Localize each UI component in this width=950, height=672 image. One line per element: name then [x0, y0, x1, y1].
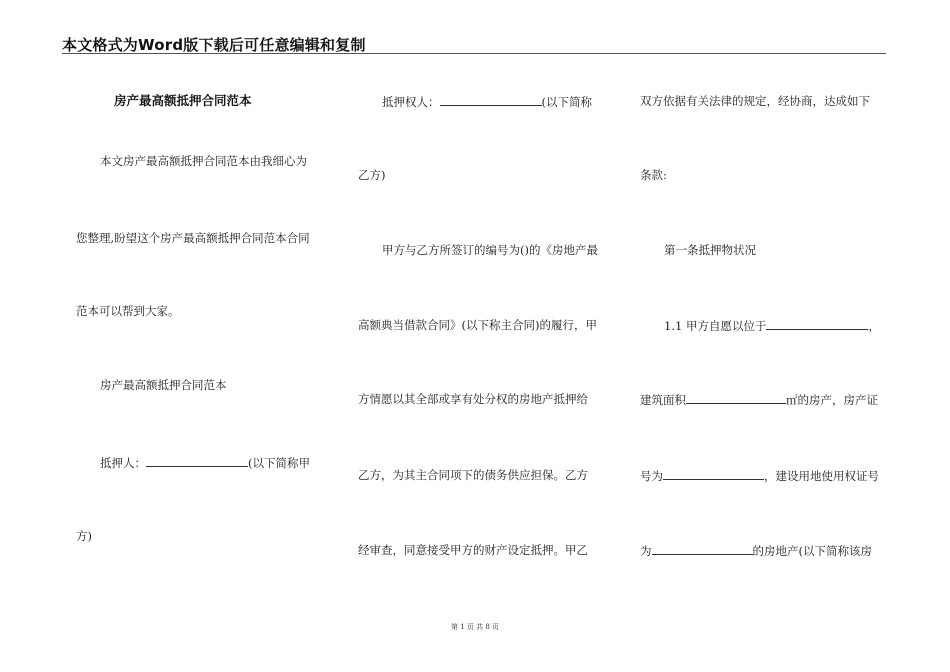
- mortgagor-blank: [146, 455, 248, 467]
- land-cert-blank: [652, 543, 753, 555]
- location-blank: [766, 318, 868, 330]
- paragraph-line: 房产最高额抵押合同范本: [100, 378, 227, 392]
- location-line: [664, 318, 880, 333]
- download-banner: 本文格式为Word版下载后可任意编辑和复制: [62, 36, 366, 54]
- location-label: 1.1 甲方自愿以位于: [664, 319, 767, 333]
- certificate-suffix: ，建设用地使用权证号: [764, 469, 879, 483]
- mortgagee-line: [382, 94, 592, 109]
- paragraph-line: 甲方与乙方所签订的编号为()的《房地产最: [382, 243, 598, 257]
- page-number: 第 1 页 共 8 页: [450, 623, 500, 631]
- text-column-1: [76, 0, 326, 672]
- paragraph-line: 范本可以帮到大家。: [76, 304, 180, 318]
- area-suffix: ㎡的房产，房产证: [786, 393, 878, 407]
- section-heading: 第一条抵押物状况: [664, 243, 756, 257]
- paragraph-line: 方情愿以其全部或享有处分权的房地产抵押给: [358, 392, 588, 406]
- location-suffix: ，: [868, 319, 880, 333]
- paragraph-line: 高额典当借款合同》(以下称主合同)的履行，甲: [358, 318, 597, 332]
- paragraph-line: 本文房产最高额抵押合同范本由我细心为: [100, 154, 307, 168]
- paragraph-line: 条款:: [640, 168, 667, 182]
- area-blank: [686, 392, 786, 404]
- land-cert-suffix: 的房地产(以下简称该房: [752, 544, 872, 558]
- paragraph-line: 乙方): [358, 168, 386, 182]
- paragraph-line: 您整理,盼望这个房产最高额抵押合同范本合同: [76, 231, 310, 245]
- mortgagor-line: [100, 455, 310, 470]
- paragraph-line: 经审查，同意接受甲方的财产设定抵押。甲乙: [358, 543, 588, 557]
- certificate-blank: [663, 468, 764, 480]
- certificate-label: 号为: [640, 469, 663, 483]
- area-label: 建筑面积: [640, 393, 686, 407]
- text-column-2: [358, 0, 608, 672]
- land-cert-line: [640, 543, 872, 558]
- mortgagor-label: 抵押人：: [100, 456, 146, 470]
- text-column-3: [640, 0, 890, 672]
- certificate-line: [640, 468, 879, 483]
- paragraph-line: 乙方，为其主合同项下的债务供应担保。乙方: [358, 468, 588, 482]
- area-line: [640, 392, 878, 407]
- document-title: 房产最高额抵押合同范本: [114, 93, 252, 108]
- mortgagee-suffix: (以下简称: [541, 95, 592, 109]
- land-cert-label: 为: [640, 544, 652, 558]
- paragraph-line: 双方依据有关法律的规定，经协商，达成如下: [640, 94, 870, 108]
- mortgagee-label: 抵押权人：: [382, 95, 440, 109]
- paragraph-line: 方): [76, 529, 92, 543]
- mortgagor-suffix: (以下简称甲: [248, 456, 310, 470]
- mortgagee-blank: [440, 94, 542, 106]
